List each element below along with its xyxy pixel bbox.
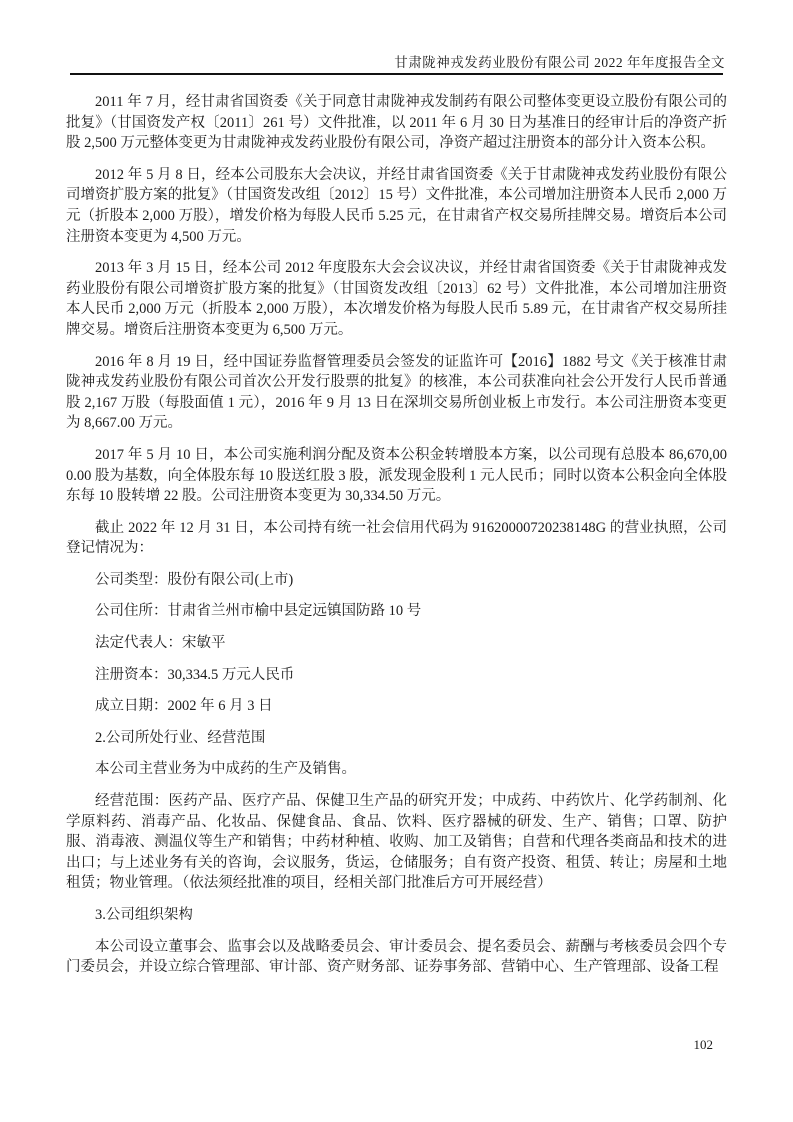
paragraph-main-business: 本公司主营业务为中成药的生产及销售。 — [95, 761, 356, 778]
field-establish-date: 成立日期：2002 年 6 月 3 日 — [95, 698, 273, 715]
paragraph-history-2016: 2016 年 8 月 19 日，经中国证券监督管理委员会签发的证监许可【2016】1882 号文《关于核准甘肃陇神戎发药业股份有限公司首次公开发行股票的批复》的核准，本公司获准向社会公开发行人民币普通股 2,167 万股（每股面值 1 元），2016 年 9 月 13 日在深圳交易所创业板上市发行。本公司注册资本变更为 8,667.00 万元。 — [66, 353, 727, 432]
page-number: 102 — [693, 1037, 713, 1052]
paragraph-history-2011: 2011 年 7 月，经甘肃省国资委《关于同意甘肃陇神戎发制药有限公司整体变更设立股份有限公司的批复》（甘国资发产权〔2011〕261 号）文件批准，以 2011 年 6 月 30 日为基准日的经审计后的净资产折股 2,500 万元整体变更为甘肃陇神戎发药业股份有限公司，净资产超过注册资本的部分计入资本公积。 — [66, 94, 727, 152]
paragraph-history-2013: 2013 年 3 月 15 日，经本公司 2012 年度股东大会会议决议，并经甘肃省国资委《关于甘肃陇神戎发药业股份有限公司增资扩股方案的批复》（甘国资发改组〔2013〕62 号）文件批准，本公司增加注册资本人民币 2,000 万元（折股本 2,000 万股），本次增发价格为每股人民币 5.89 元，在甘肃省产权交易所挂牌交易。增资后注册资本变更为 6,500 万元。 — [66, 260, 727, 338]
field-legal-representative: 法定代表人：宋敏平 — [95, 635, 226, 652]
paragraph-history-2017: 2017 年 5 月 10 日，本公司实施利润分配及资本公积金转增股本方案，以公司现有总股本 86,670,000.00 股为基数，向全体股东每 10 股送红股 3 股，派发现金股利 1 元人民币；同时以资本公积金向全体股东每 10 股转增 22 股。公司注册资本变更为 30,334.50 万元。 — [66, 446, 727, 505]
section-heading-industry-scope: 2.公司所处行业、经营范围 — [95, 729, 266, 746]
paragraph-license-intro: 截止 2022 年 12 月 31 日，本公司持有统一社会信用代码为 91620000720238148G 的营业执照，公司登记情况为： — [66, 519, 727, 557]
field-company-type: 公司类型：股份有限公司(上市) — [95, 571, 294, 588]
paragraph-business-scope: 经营范围：医药产品、医疗产品、保健卫生产品的研究开发；中成药、中药饮片、化学药制剂、化学原料药、消毒产品、化妆品、保健食品、食品、饮料、医疗器械的研发、生产、销售；口罩、防护服、消毒液、测温仪等生产和销售；中药材种植、收购、加工及销售；自营和代理各类商品和技术的进出口；与上述业务有关的咨询，会议服务，货运，仓储服务；自有资产投资、租赁、转让；房屋和土地租赁；物业管理。（依法须经批准的项目，经相关部门批准后方可开展经营） — [66, 793, 727, 892]
section-heading-org-structure: 3.公司组织架构 — [95, 907, 193, 923]
paragraph-org-structure: 本公司设立董事会、监事会以及战略委员会、审计委员会、提名委员会、薪酬与考核委员会四个专门委员会，并设立综合管理部、审计部、资产财务部、证券事务部、营销中心、生产管理部、设备工程 — [66, 938, 727, 976]
document-body — [66, 92, 727, 978]
header-title: 甘肃陇神戎发药业股份有限公司 2022 年年度报告全文 — [394, 55, 725, 70]
field-company-address: 公司住所：甘肃省兰州市榆中县定远镇国防路 10 号 — [95, 603, 422, 620]
field-registered-capital: 注册资本：30,334.5 万元人民币 — [95, 666, 295, 683]
page-header — [68, 55, 725, 71]
header-divider — [70, 73, 723, 75]
paragraph-history-2012: 2012 年 5 月 8 日，经本公司股东大会决议，并经甘肃省国资委《关于甘肃陇神戎发药业股份有限公司增资扩股方案的批复》（甘国资发改组〔2012〕15 号）文件批准，本公司增加注册资本人民币 2,000 万元（折股本 2,000 万股），增发价格为每股人民币 5.25 元，在甘肃省产权交易所挂牌交易。增资后本公司注册资本变更为 4,500 万元。 — [66, 166, 727, 245]
